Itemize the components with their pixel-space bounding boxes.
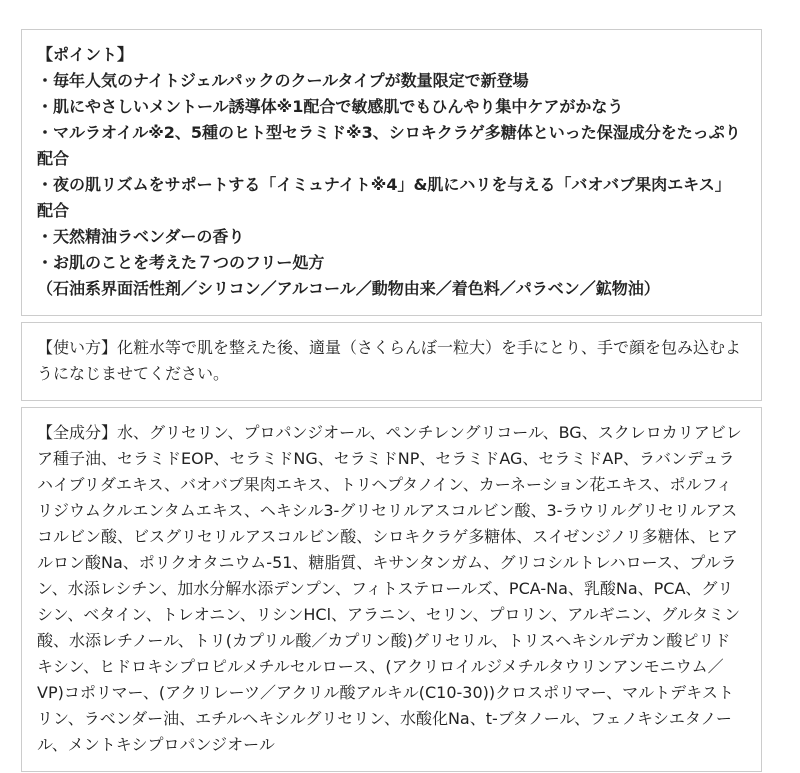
point-bullet-free-list: （石油系界面活性剤／シリコン／アルコール／動物由来／着色料／パラベン／鉱物油） xyxy=(37,279,660,298)
points-box xyxy=(21,29,762,316)
point-bullet-seven-free: ・お肌のことを考えた７つのフリー処方 xyxy=(37,253,325,272)
point-bullet-new-release: ・毎年人気のナイトジェルパックのクールタイプが数量限定で新登場 xyxy=(37,71,529,90)
usage-text: 【使い方】化粧水等で肌を整えた後、適量（さくらんぼ一粒大）を手にとり、手で顔を包み込むようになじませてください。 xyxy=(37,338,742,383)
point-bullet-menthol: ・肌にやさしいメントール誘導体※1配合で敏感肌でもひんやり集中ケアがかなう xyxy=(37,97,624,116)
ingredients-box xyxy=(21,407,762,772)
point-bullet-night-rhythm: ・夜の肌リズムをサポートする「イミュナイト※4」&肌にハリを与える「バオバブ果肉エキス」配合 xyxy=(37,175,731,220)
point-bullet-lavender: ・天然精油ラベンダーの香り xyxy=(37,227,245,246)
points-title: 【ポイント】 xyxy=(37,45,134,64)
point-bullet-moisturizing: ・マルラオイル※2、5種のヒト型セラミド※3、シロキクラゲ多糖体といった保湿成分をたっぷり配合 xyxy=(37,123,741,168)
ingredients-text: 【全成分】水、グリセリン、プロパンジオール、ペンチレングリコール、BG、スクレロカリアビレア種子油、セラミドEOP、セラミドNG、セラミドNP、セラミドAG、セラミドAP、ラバンデュラハイブリダエキス、バオバブ果肉エキス、トリヘプタノイン、カーネーション花エキス、ポルフィリジウムクルエンタムエキス、ヘキシル3-グリセリルアスコルビン酸、3-ラウリルグリセリルアスコルビン酸、ビスグリセリルアスコルビン酸、シロキクラゲ多糖体、スイゼンジノリ多糖体、ヒアルロン酸Na、ポリクオタニウム-51、糖脂質、キサンタンガム、グリコシルトレハロース、プルラン、水添レシチン、加水分解水添デンプン、フィトステロールズ、PCA-Na、乳酸Na、PCA、グリシン、ベタイン、トレオニン、リシンHCl、アラニン、セリン、プロリン、アルギニン、グルタミン酸、水添レチノール、トリ(カプリル酸／カプリン酸)グリセリル、トリスヘキシルデカン酸ピリドキシン、ヒドロキシプロピルメチルセルロース、(アクリロイルジメチルタウリンアンモニウム／VP)コポリマー、(アクリレーツ／アクリル酸アルキル(C10-30))クロスポリマー、マルトデキストリン、ラベンダー油、エチルヘキシルグリセリン、水酸化Na、t-ブタノール、フェノキシエタノール、メントキシプロパンジオール xyxy=(37,423,742,754)
usage-box xyxy=(21,322,762,401)
